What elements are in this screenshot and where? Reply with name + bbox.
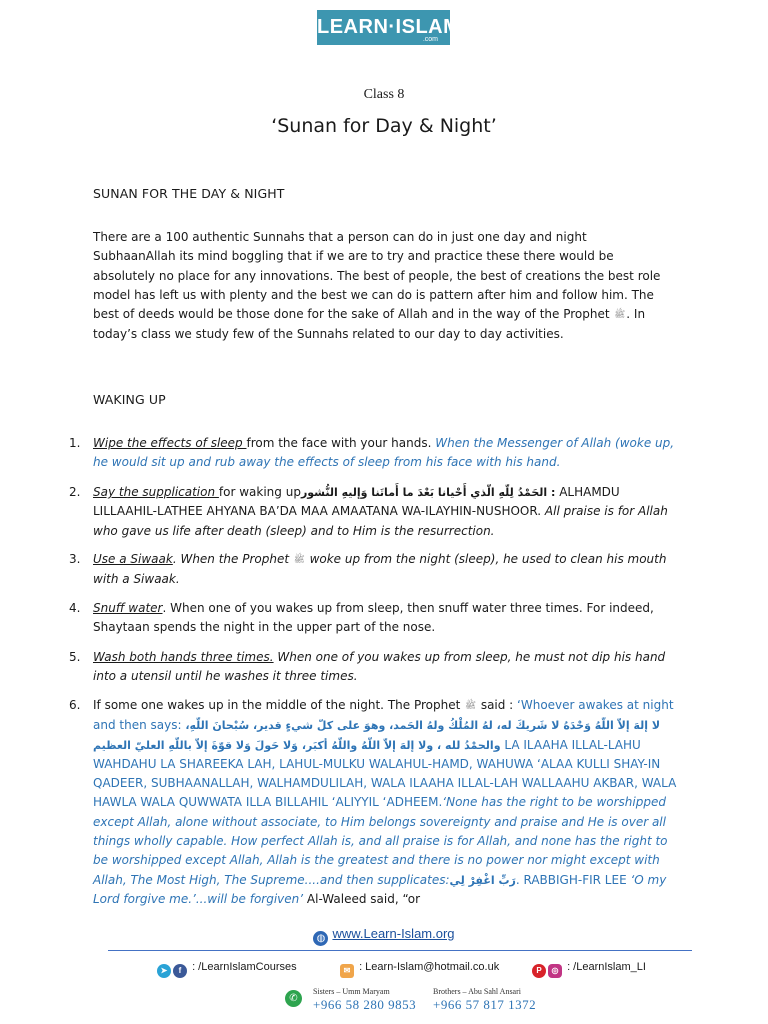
item-number: 6. bbox=[69, 698, 81, 712]
page-title: ‘Sunan for Day & Night’ bbox=[271, 115, 497, 137]
footer-website bbox=[0, 926, 768, 946]
item-heading: Wipe the effects of sleep bbox=[93, 436, 247, 450]
email-icon: ✉ bbox=[340, 964, 354, 978]
intro-paragraph bbox=[93, 228, 673, 345]
pinterest-icon[interactable]: P bbox=[532, 964, 546, 978]
social-handle[interactable]: : /LearnIslam_LI bbox=[567, 961, 646, 973]
brothers-phone[interactable]: +966 57 817 1372 bbox=[433, 997, 537, 1012]
sisters-label: Sisters – Umm Maryam bbox=[313, 987, 390, 996]
hadith-text: When the Messenger of Allah (woke up, he would sit up and rub away the effects of sleep from his face with his hand. bbox=[93, 436, 675, 470]
brothers-contact bbox=[433, 987, 536, 1013]
learn-islam-logo bbox=[317, 10, 461, 45]
intro-text: There are a 100 authentic Sunnahs that a person can do in just one day and night SubhaanAllah its mind boggling that if we are to try and practice these there would be absolutely no place for any innovations. The best of people, the best of creations the best role model has left us with plenty and the best we can do is pattern after him and follow him. The best of deeds would be those done for the sake of Allah and in the way of the Prophet bbox=[93, 230, 661, 322]
footer-divider bbox=[108, 950, 692, 951]
item-text: from the face with your hands. bbox=[246, 436, 436, 450]
item-number: 3. bbox=[69, 552, 81, 566]
arabic-supplication: : الحَمْدُ لِلّهِ الّذي أَحْيانا بَعْدَ ما أَماتَنا وَإليهِ النُّشور bbox=[300, 486, 556, 499]
item-heading: Say the supplication bbox=[93, 485, 219, 499]
pbuh-icon: ﷺ bbox=[293, 555, 305, 565]
courses-contact bbox=[157, 961, 297, 978]
item-number: 4. bbox=[69, 601, 81, 615]
item-text: When one of you wakes up from sleep, he must not dip his hand into a utensil until he washes it three times. bbox=[93, 650, 666, 684]
class-label: Class 8 bbox=[363, 87, 405, 102]
logo-suffix: .com bbox=[422, 36, 438, 43]
intro-text-end: . In today’s class we study few of the Sunnahs related to our day to day activities. bbox=[93, 307, 646, 342]
section-heading-sunan: SUNAN FOR THE DAY & NIGHT bbox=[93, 186, 285, 201]
whatsapp-icon: ✆ bbox=[285, 990, 302, 1007]
translation-istighfar: ‘O my Lord forgive me.’...will be forgiven’ bbox=[93, 872, 667, 906]
item-heading: Use a Siwaak bbox=[93, 552, 173, 566]
item-text: . When one of you wakes up from sleep, then snuff water three times. For indeed, Shaytaan spends the night in the upper part of the nose. bbox=[93, 601, 654, 635]
sisters-contact bbox=[313, 987, 416, 1013]
said-text: said : bbox=[477, 698, 518, 712]
item-number: 5. bbox=[69, 650, 81, 664]
list-item-2 bbox=[69, 483, 678, 541]
item-text-end: woke up from the night (sleep), he used to clean his mouth with a Siwaak. bbox=[93, 552, 667, 587]
item-text-tail: Al-Waleed said, “or bbox=[303, 891, 421, 906]
globe-icon: ◍ bbox=[313, 931, 328, 946]
transliteration: ALHAMDU LILLAAHIL-LATHEE AHYANA BA’DA MAA AMAATANA WA-ILAYHIN-NUSHOOR. bbox=[93, 485, 620, 519]
arabic-dhikr: لا إلهَ إلاّ اللّهُ وَحْدَهُ لا شَريكَ له، لهُ المُلْكُ ولهُ الحَمد، وهوَ على كلّ شيءٍ قدير، سُبْحانَ اللّهِ، والحمْدُ لله ، ولا إلهَ إلاّ اللّهُ واللّهُ أكبَر، وَلا حَولَ وَلا قوّةَ إلاّ باللّهِ العليّ العظيم bbox=[93, 719, 661, 752]
sisters-phone[interactable]: +966 58 280 9853 bbox=[313, 997, 417, 1012]
telegram-icon[interactable]: ➤ bbox=[157, 964, 171, 978]
item-text: . When the Prophet bbox=[172, 552, 290, 566]
pbuh-icon: ﷺ bbox=[614, 310, 626, 321]
item-number: 2. bbox=[69, 485, 81, 499]
arabic-istighfar: رَبِّ اغْفِرْ لِي bbox=[449, 873, 516, 887]
pbuh-icon: ﷺ bbox=[465, 701, 476, 711]
list-item-1 bbox=[69, 434, 678, 473]
item-number: 1. bbox=[69, 436, 81, 450]
transliteration-istighfar: . RABBIGH-FIR LEE bbox=[515, 872, 631, 887]
list-item-4 bbox=[69, 599, 678, 638]
list-item-3 bbox=[69, 550, 678, 590]
item-text: If some one wakes up in the middle of the night. The Prophet bbox=[93, 698, 461, 712]
translation: All praise is for Allah who gave us life after death (sleep) and to Him is the resurrection. bbox=[93, 504, 668, 538]
list-item-5 bbox=[69, 648, 678, 687]
item-text: for waking up bbox=[218, 485, 301, 499]
email-address[interactable]: : Learn-Islam@hotmail.co.uk bbox=[359, 961, 500, 973]
email-contact bbox=[340, 961, 499, 978]
hadith-opening: ‘Whoever awakes at night and then says: bbox=[93, 698, 674, 733]
facebook-icon[interactable]: f bbox=[173, 964, 187, 978]
transliteration: LA ILAAHA ILLAL-LAHU WAHDAHU LA SHAREEKA LAH, LAHUL-MULKU WALAHUL-HAMD, WAHUWA ‘ALAA KULLI SHAY-IN QADEER, SUBHAANALLAH, WALHAMDULILAH, WALA ILAAHA ILLAL-LAH WALLAAHU AKBAR, WALA HAWLA WALA QUWWATA ILLA BILLAHIL ‘ALIYYIL ‘ADHEEM. bbox=[93, 737, 677, 810]
instagram-icon[interactable]: ◎ bbox=[548, 964, 562, 978]
list-item-6 bbox=[69, 696, 678, 909]
item-heading: Snuff water bbox=[93, 601, 163, 615]
courses-handle[interactable]: : /LearnIslamCourses bbox=[192, 961, 297, 973]
social-contact bbox=[532, 961, 646, 978]
section-heading-waking-up: WAKING UP bbox=[93, 392, 166, 407]
item-heading: Wash both hands three times. bbox=[93, 650, 274, 664]
website-link[interactable]: www.Learn-Islam.org bbox=[332, 926, 455, 941]
translation: ‘None has the right to be worshipped except Allah, alone without associate, to Him belongs sovereignty and praise and He is over all things wholly capable. How perfect Allah is, and all praise is for Allah, and none has the right to be worshipped except Allah, Allah is the greatest and there is no power nor might except with Allah, The Most High, The Supreme....and then supplicates: bbox=[93, 795, 668, 887]
brothers-label: Brothers – Abu Sahl Ansari bbox=[433, 987, 521, 996]
logo-text: LEARN·ISLAM bbox=[317, 16, 461, 38]
